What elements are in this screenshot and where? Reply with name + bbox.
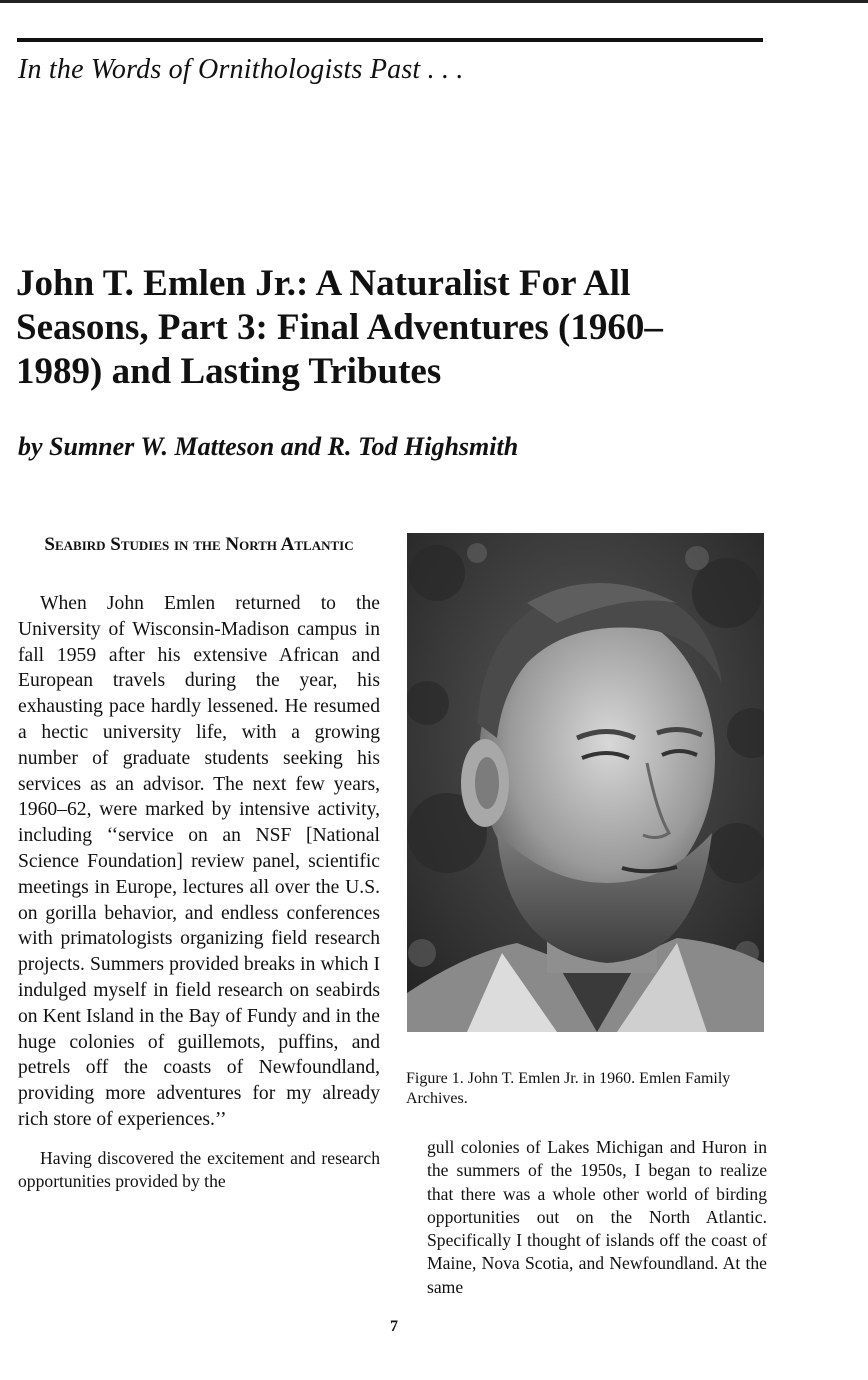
portrait-photo bbox=[407, 533, 764, 1032]
paragraph-2: Having discovered the excitement and research opportunities provided by the bbox=[18, 1147, 380, 1191]
page-top-edge bbox=[0, 0, 868, 3]
byline: by Sumner W. Matteson and R. Tod Highsmith bbox=[18, 432, 519, 461]
series-title: In the Words of Ornithologists Past . . . bbox=[18, 54, 464, 85]
portrait-photo-illustration bbox=[407, 533, 764, 1032]
continuation-paragraph: gull colonies of Lakes Michigan and Huron in the summers of the 1950s, I began to realize that there was a whole other world of birding opportunities out on the North Atlantic. Specifically I thought of islands off the coast of Maine, Nova Scotia, and Newfoundland. At the same bbox=[427, 1137, 767, 1297]
article-title: John T. Emlen Jr.: A Naturalist For All Seasons, Part 3: Final Adventures (1960–1989) and Lasting Tributes bbox=[16, 263, 663, 392]
paragraph-1: When John Emlen returned to the University of Wisconsin-Madison campus in fall 1959 after his extensive African and European travels during the year, his exhausting pace hardly lessened. He resumed a hectic university life, with a growing number of graduate students seeking his services as an advisor. The next few years, 1960–62, were marked by intensive activity, including ‘‘service on an NSF [National Science Foundation] review panel, scientific meetings in Europe, lectures all over the U.S. on gorilla behavior, and endless conferences with primatologists organizing field research projects. Summers provided breaks in which I indulged myself in field research on seabirds on Kent Island in the Bay of Fundy and in the huge colonies of guillemots, puffins, and petrels off the coasts of Newfoundland, providing more adventures for my already rich store of experiences.’’ bbox=[18, 593, 380, 1130]
page-number: 7 bbox=[390, 1318, 398, 1335]
left-column bbox=[18, 532, 380, 1193]
section-heading: Seabird Studies in the North Atlantic bbox=[44, 534, 354, 555]
right-column bbox=[427, 1136, 767, 1299]
header-rule bbox=[17, 38, 763, 42]
figure-caption: Figure 1. John T. Emlen Jr. in 1960. Emlen Family Archives. bbox=[406, 1070, 731, 1107]
